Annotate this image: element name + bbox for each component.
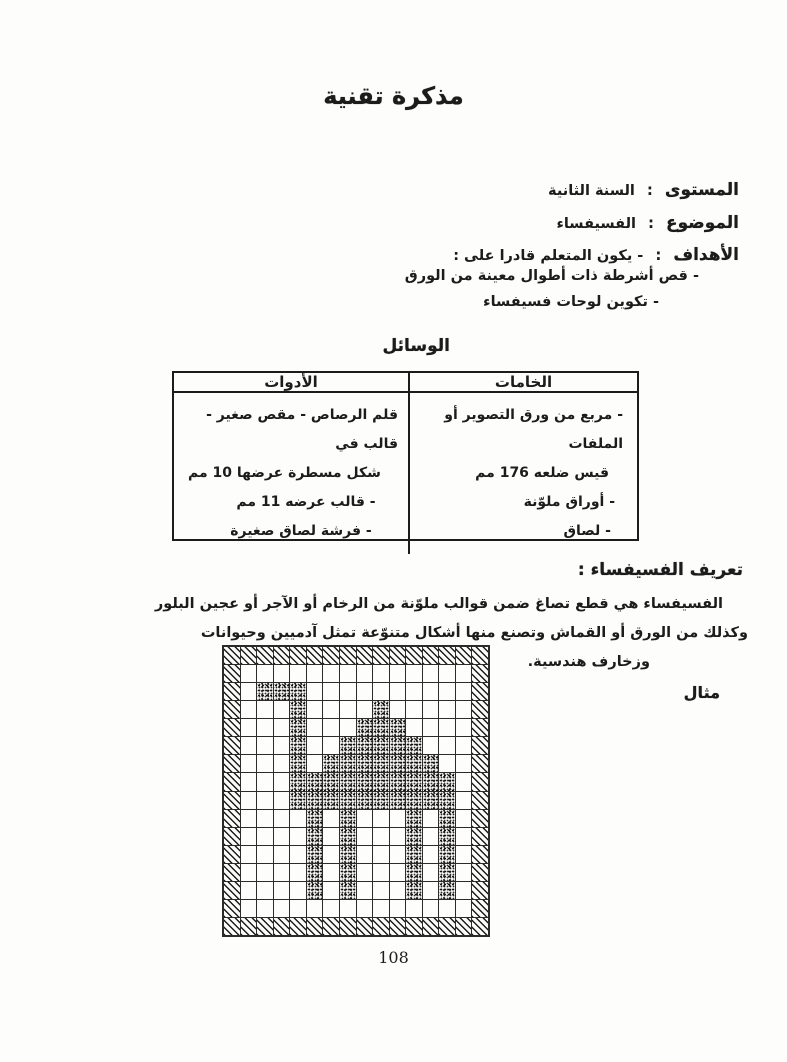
empty-tile	[241, 828, 257, 845]
empty-tile	[274, 701, 290, 718]
empty-tile	[357, 900, 373, 917]
empty-tile	[390, 665, 406, 682]
stippled-camel-tile	[307, 810, 323, 827]
empty-tile	[290, 900, 306, 917]
stippled-camel-tile	[290, 737, 306, 754]
stippled-camel-tile	[340, 810, 356, 827]
hatched-border-tile	[323, 918, 339, 935]
empty-tile	[456, 810, 472, 827]
subject-line	[556, 213, 739, 233]
definition-line: الفسيفساء هي قطع تصاغ ضمن قوالب ملوّنة من الرخام أو الآجر أو عجين البلور	[154, 596, 723, 612]
hatched-border-tile	[257, 918, 273, 935]
empty-tile	[357, 882, 373, 899]
empty-tile	[456, 701, 472, 718]
empty-tile	[456, 665, 472, 682]
empty-tile	[357, 864, 373, 881]
hatched-border-tile	[241, 918, 257, 935]
empty-tile	[456, 737, 472, 754]
hatched-border-tile	[472, 810, 488, 827]
empty-tile	[323, 665, 339, 682]
hatched-border-tile	[373, 647, 389, 664]
stippled-camel-tile	[390, 755, 406, 772]
empty-tile	[439, 665, 455, 682]
hatched-border-tile	[472, 918, 488, 935]
empty-tile	[390, 828, 406, 845]
page-number: 108	[378, 948, 409, 967]
hatched-border-tile	[472, 737, 488, 754]
hatched-border-tile	[274, 918, 290, 935]
hatched-border-tile	[472, 846, 488, 863]
empty-tile	[357, 828, 373, 845]
empty-tile	[373, 864, 389, 881]
means-heading: الوسائل	[382, 336, 450, 356]
hatched-border-tile	[224, 665, 240, 682]
stippled-camel-tile	[290, 755, 306, 772]
hatched-border-tile	[224, 647, 240, 664]
empty-tile	[423, 864, 439, 881]
empty-tile	[323, 828, 339, 845]
hatched-border-tile	[290, 918, 306, 935]
stippled-camel-tile	[357, 773, 373, 790]
stippled-camel-tile	[439, 792, 455, 809]
stippled-camel-tile	[340, 882, 356, 899]
stippled-camel-tile	[439, 882, 455, 899]
empty-tile	[423, 719, 439, 736]
stippled-camel-tile	[373, 755, 389, 772]
empty-tile	[290, 846, 306, 863]
empty-tile	[274, 828, 290, 845]
empty-tile	[423, 810, 439, 827]
stippled-camel-tile	[406, 792, 422, 809]
subject-colon: :	[648, 214, 655, 232]
stippled-camel-tile	[357, 755, 373, 772]
empty-tile	[456, 773, 472, 790]
empty-tile	[439, 900, 455, 917]
empty-tile	[241, 755, 257, 772]
hatched-border-tile	[224, 701, 240, 718]
hatched-border-tile	[224, 828, 240, 845]
empty-tile	[340, 683, 356, 700]
empty-tile	[290, 810, 306, 827]
stippled-camel-tile	[340, 773, 356, 790]
empty-tile	[406, 683, 422, 700]
hatched-border-tile	[274, 647, 290, 664]
empty-tile	[373, 665, 389, 682]
empty-tile	[307, 701, 323, 718]
hatched-border-tile	[406, 918, 422, 935]
stippled-camel-tile	[340, 846, 356, 863]
hatched-border-tile	[290, 647, 306, 664]
empty-tile	[423, 737, 439, 754]
hatched-border-tile	[323, 647, 339, 664]
empty-tile	[323, 683, 339, 700]
hatched-border-tile	[224, 864, 240, 881]
stippled-camel-tile	[373, 792, 389, 809]
empty-tile	[257, 665, 273, 682]
hatched-border-tile	[307, 918, 323, 935]
empty-tile	[323, 846, 339, 863]
empty-tile	[307, 719, 323, 736]
stippled-camel-tile	[357, 737, 373, 754]
empty-tile	[406, 665, 422, 682]
empty-tile	[373, 900, 389, 917]
empty-tile	[340, 719, 356, 736]
definition-heading: تعريف الفسيفساء :	[577, 560, 743, 580]
materials-line: - مربع من ورق التصوير أو الملفات	[444, 407, 623, 452]
level-label: المستوى	[664, 180, 739, 200]
level-value: السنة الثانية	[548, 183, 635, 199]
empty-tile	[357, 810, 373, 827]
example-label: مثال	[683, 683, 720, 702]
empty-tile	[241, 792, 257, 809]
stippled-camel-tile	[290, 792, 306, 809]
empty-tile	[241, 719, 257, 736]
empty-tile	[456, 846, 472, 863]
empty-tile	[439, 737, 455, 754]
definition-line: وكذلك من الورق أو القماش وتصنع منها أشكال متنوّعة تمثل آدميين وحيوانات	[200, 625, 748, 641]
stippled-camel-tile	[274, 683, 290, 700]
stippled-camel-tile	[290, 701, 306, 718]
hatched-border-tile	[224, 918, 240, 935]
empty-tile	[257, 828, 273, 845]
empty-tile	[406, 701, 422, 718]
materials-cell	[410, 393, 637, 554]
hatched-border-tile	[224, 810, 240, 827]
stippled-camel-tile	[307, 864, 323, 881]
subject-label: الموضوع	[666, 213, 739, 233]
hatched-border-tile	[472, 719, 488, 736]
hatched-border-tile	[224, 773, 240, 790]
empty-tile	[357, 846, 373, 863]
hatched-border-tile	[224, 737, 240, 754]
objectives-label: الأهداف	[673, 245, 739, 265]
empty-tile	[257, 755, 273, 772]
hatched-border-tile	[472, 792, 488, 809]
empty-tile	[290, 882, 306, 899]
subject-value: الفسيفساء	[556, 216, 637, 232]
empty-tile	[290, 864, 306, 881]
empty-tile	[257, 846, 273, 863]
empty-tile	[307, 665, 323, 682]
stippled-camel-tile	[357, 719, 373, 736]
hatched-border-tile	[456, 918, 472, 935]
empty-tile	[456, 683, 472, 700]
empty-tile	[406, 900, 422, 917]
empty-tile	[257, 864, 273, 881]
empty-tile	[423, 683, 439, 700]
stippled-camel-tile	[290, 773, 306, 790]
stippled-camel-tile	[390, 737, 406, 754]
tools-cell	[174, 393, 410, 554]
empty-tile	[241, 701, 257, 718]
empty-tile	[241, 846, 257, 863]
empty-tile	[290, 665, 306, 682]
stippled-camel-tile	[323, 755, 339, 772]
tools-column-header: الأدوات	[174, 373, 410, 391]
hatched-border-tile	[472, 864, 488, 881]
empty-tile	[257, 882, 273, 899]
empty-tile	[340, 701, 356, 718]
means-table-body-row	[174, 393, 637, 554]
empty-tile	[241, 737, 257, 754]
empty-tile	[257, 701, 273, 718]
empty-tile	[307, 737, 323, 754]
empty-tile	[406, 719, 422, 736]
tools-line: - فرشة لصاق صغيرة	[230, 523, 372, 539]
hatched-border-tile	[472, 882, 488, 899]
empty-tile	[274, 737, 290, 754]
empty-tile	[241, 683, 257, 700]
stippled-camel-tile	[406, 755, 422, 772]
empty-tile	[274, 665, 290, 682]
stippled-camel-tile	[357, 792, 373, 809]
hatched-border-tile	[257, 647, 273, 664]
empty-tile	[323, 701, 339, 718]
empty-tile	[456, 755, 472, 772]
stippled-camel-tile	[439, 773, 455, 790]
empty-tile	[423, 701, 439, 718]
empty-tile	[390, 701, 406, 718]
empty-tile	[373, 846, 389, 863]
empty-tile	[390, 864, 406, 881]
stippled-camel-tile	[406, 737, 422, 754]
objectives-line	[453, 245, 739, 265]
empty-tile	[241, 864, 257, 881]
stippled-camel-tile	[307, 792, 323, 809]
empty-tile	[390, 846, 406, 863]
stippled-camel-tile	[307, 828, 323, 845]
hatched-border-tile	[472, 828, 488, 845]
empty-tile	[423, 665, 439, 682]
empty-tile	[274, 882, 290, 899]
empty-tile	[340, 900, 356, 917]
empty-tile	[323, 900, 339, 917]
empty-tile	[357, 701, 373, 718]
empty-tile	[274, 846, 290, 863]
hatched-border-tile	[307, 647, 323, 664]
empty-tile	[456, 792, 472, 809]
hatched-border-tile	[373, 918, 389, 935]
empty-tile	[257, 810, 273, 827]
empty-tile	[274, 755, 290, 772]
empty-tile	[323, 719, 339, 736]
hatched-border-tile	[340, 918, 356, 935]
empty-tile	[456, 828, 472, 845]
empty-tile	[323, 864, 339, 881]
tools-line: قلم الرصاص - مقص صغير - قالب في	[206, 407, 398, 452]
stippled-camel-tile	[439, 810, 455, 827]
empty-tile	[439, 755, 455, 772]
empty-tile	[323, 882, 339, 899]
stippled-camel-tile	[390, 792, 406, 809]
hatched-border-tile	[241, 647, 257, 664]
stippled-camel-tile	[323, 773, 339, 790]
hatched-border-tile	[224, 792, 240, 809]
hatched-border-tile	[472, 665, 488, 682]
hatched-border-tile	[390, 918, 406, 935]
materials-line: - أوراق ملوّنة	[523, 494, 615, 510]
stippled-camel-tile	[390, 719, 406, 736]
hatched-border-tile	[390, 647, 406, 664]
stippled-camel-tile	[373, 773, 389, 790]
empty-tile	[274, 792, 290, 809]
hatched-border-tile	[472, 900, 488, 917]
stippled-camel-tile	[340, 792, 356, 809]
stippled-camel-tile	[439, 828, 455, 845]
stippled-camel-tile	[307, 846, 323, 863]
hatched-border-tile	[472, 755, 488, 772]
empty-tile	[241, 773, 257, 790]
empty-tile	[340, 665, 356, 682]
hatched-border-tile	[423, 918, 439, 935]
hatched-border-tile	[224, 719, 240, 736]
empty-tile	[241, 882, 257, 899]
objective-item: - قص أشرطة ذات أطوال معينة من الورق	[404, 268, 699, 284]
empty-tile	[274, 810, 290, 827]
stippled-camel-tile	[373, 701, 389, 718]
mosaic-camel-grid	[222, 645, 490, 937]
empty-tile	[257, 773, 273, 790]
hatched-border-tile	[439, 647, 455, 664]
stippled-camel-tile	[439, 864, 455, 881]
hatched-border-tile	[224, 900, 240, 917]
empty-tile	[373, 810, 389, 827]
empty-tile	[307, 755, 323, 772]
hatched-border-tile	[439, 918, 455, 935]
empty-tile	[423, 882, 439, 899]
hatched-border-tile	[406, 647, 422, 664]
empty-tile	[373, 882, 389, 899]
materials-column-header: الخامات	[494, 373, 553, 391]
materials-line: - لصاق	[563, 523, 611, 539]
empty-tile	[274, 773, 290, 790]
empty-tile	[241, 810, 257, 827]
hatched-border-tile	[224, 683, 240, 700]
empty-tile	[423, 900, 439, 917]
hatched-border-tile	[472, 683, 488, 700]
hatched-border-tile	[472, 647, 488, 664]
stippled-camel-tile	[406, 882, 422, 899]
tools-line: شكل مسطرة عرضها 10 مم	[188, 465, 381, 481]
empty-tile	[423, 828, 439, 845]
stippled-camel-tile	[307, 882, 323, 899]
stippled-camel-tile	[406, 810, 422, 827]
empty-tile	[390, 810, 406, 827]
stippled-camel-tile	[290, 719, 306, 736]
stippled-camel-tile	[290, 683, 306, 700]
empty-tile	[274, 719, 290, 736]
empty-tile	[323, 737, 339, 754]
objectives-intro: - يكون المتعلم قادرا على :	[453, 248, 644, 264]
empty-tile	[390, 683, 406, 700]
stippled-camel-tile	[323, 792, 339, 809]
stippled-camel-tile	[423, 792, 439, 809]
empty-tile	[257, 719, 273, 736]
empty-tile	[390, 882, 406, 899]
hatched-border-tile	[472, 701, 488, 718]
hatched-border-tile	[340, 647, 356, 664]
empty-tile	[241, 900, 257, 917]
empty-tile	[373, 683, 389, 700]
stippled-camel-tile	[406, 864, 422, 881]
tools-line: - قالب عرضه 11 مم	[236, 494, 376, 510]
stippled-camel-tile	[423, 755, 439, 772]
level-line	[548, 180, 739, 200]
empty-tile	[439, 701, 455, 718]
empty-tile	[357, 683, 373, 700]
empty-tile	[274, 900, 290, 917]
empty-tile	[257, 792, 273, 809]
stippled-camel-tile	[406, 828, 422, 845]
stippled-camel-tile	[390, 773, 406, 790]
stippled-camel-tile	[373, 719, 389, 736]
empty-tile	[439, 683, 455, 700]
hatched-border-tile	[357, 647, 373, 664]
empty-tile	[257, 737, 273, 754]
hatched-border-tile	[423, 647, 439, 664]
page-title: مذكرة تقنية	[323, 82, 464, 110]
hatched-border-tile	[357, 918, 373, 935]
objectives-colon: :	[655, 246, 662, 264]
stippled-camel-tile	[406, 773, 422, 790]
stippled-camel-tile	[439, 846, 455, 863]
empty-tile	[257, 900, 273, 917]
stippled-camel-tile	[340, 755, 356, 772]
empty-tile	[456, 864, 472, 881]
empty-tile	[307, 683, 323, 700]
stippled-camel-tile	[340, 864, 356, 881]
empty-tile	[307, 900, 323, 917]
means-table	[172, 371, 639, 541]
stippled-camel-tile	[406, 846, 422, 863]
level-colon: :	[646, 181, 653, 199]
stippled-camel-tile	[340, 737, 356, 754]
empty-tile	[357, 665, 373, 682]
empty-tile	[456, 882, 472, 899]
empty-tile	[423, 846, 439, 863]
definition-line: وزخارف هندسية.	[527, 654, 650, 670]
empty-tile	[323, 810, 339, 827]
means-table-header-row	[174, 373, 637, 393]
hatched-border-tile	[224, 882, 240, 899]
empty-tile	[274, 864, 290, 881]
stippled-camel-tile	[257, 683, 273, 700]
stippled-camel-tile	[373, 737, 389, 754]
empty-tile	[241, 665, 257, 682]
hatched-border-tile	[224, 755, 240, 772]
hatched-border-tile	[224, 846, 240, 863]
stippled-camel-tile	[307, 773, 323, 790]
empty-tile	[456, 719, 472, 736]
objective-item: - تكوين لوحات فسيفساء	[483, 294, 659, 310]
hatched-border-tile	[472, 773, 488, 790]
empty-tile	[373, 828, 389, 845]
empty-tile	[439, 719, 455, 736]
empty-tile	[456, 900, 472, 917]
empty-tile	[390, 900, 406, 917]
empty-tile	[290, 828, 306, 845]
stippled-camel-tile	[340, 828, 356, 845]
hatched-border-tile	[456, 647, 472, 664]
stippled-camel-tile	[423, 773, 439, 790]
materials-line: قيس ضلعه 176 مم	[475, 465, 609, 481]
